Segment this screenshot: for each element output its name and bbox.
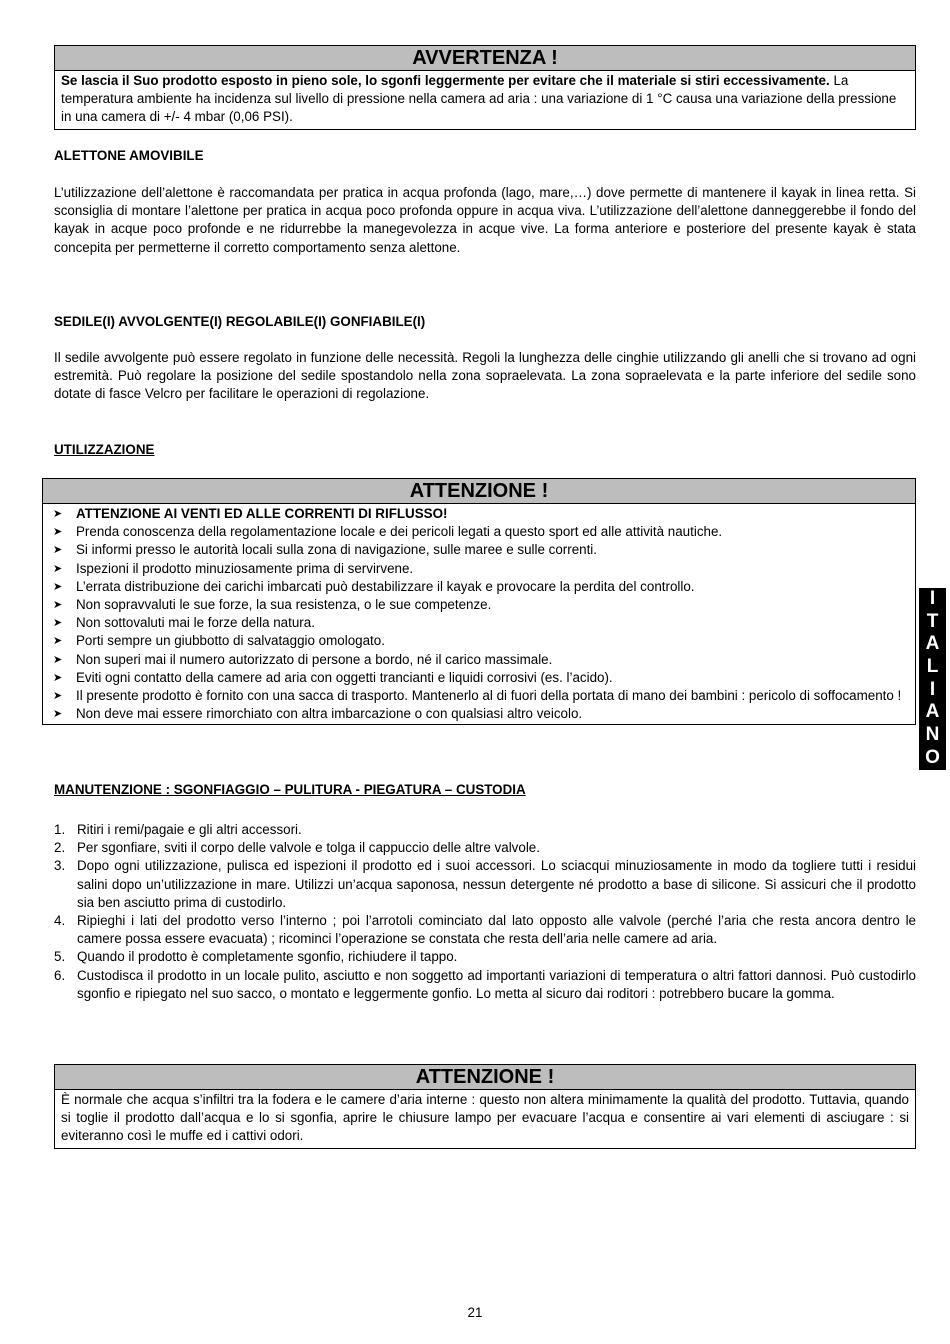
arrow-bullet-icon: ➤ xyxy=(53,635,63,648)
arrow-bullet-icon: ➤ xyxy=(53,708,63,721)
list-item: ➤ Ispezioni il prodotto minuziosamente prima di servirvene. xyxy=(53,560,907,578)
attention-box-maintenance-title: ATTENZIONE ! xyxy=(55,1065,915,1090)
list-item: ➤ Non sottovaluti mai le forze della natura. xyxy=(53,614,907,632)
maintenance-heading: MANUTENZIONE : SGONFIAGGIO – PULITURA - PIEGATURA – CUSTODIA xyxy=(54,782,526,797)
language-tab: I T A L I A N O xyxy=(919,588,946,770)
list-item: 2. Per sgonfiare, sviti il corpo delle valvole e tolga il cappuccio delle altre valvole. xyxy=(54,840,540,856)
seat-heading: SEDILE(I) AVVOLGENTE(I) REGOLABILE(I) GONFIABILE(I) xyxy=(54,314,426,329)
warning-box-body xyxy=(55,71,915,129)
fin-paragraph: L’utilizzazione dell’alettone è raccomandata per pratica in acqua profonda (lago, mare,…) dove permette di mantenere il kayak in linea retta. Si sconsiglia di montare l’alettone per pratica in acqua poco profonda oppure in acqua viva. L’utilizzazione dell’alettone danneggerebbe il fondo del kayak in acque poco profonde e ne ridurrebbe la manegevolezza in acque vive. La forma anteriore e posteriore del presente kayak è stata concepita per permetterne il corretto comportamento senza alettone. xyxy=(54,185,916,255)
list-item: 5. Quando il prodotto è completamente sgonfio, richiudere il tappo. xyxy=(54,949,458,965)
arrow-bullet-icon: ➤ xyxy=(53,653,63,666)
list-item: ➤ Prenda conoscenza della regolamentazione locale e dei pericoli legati a questo sport ed alle attività nautiche. xyxy=(53,523,907,541)
arrow-bullet-icon: ➤ xyxy=(53,544,63,557)
warning-bold-text: Se lascia il Suo prodotto esposto in pieno sole, lo sgonfi leggermente per evitare che il materiale si stiri eccessivamente. xyxy=(61,73,830,88)
list-item: ➤ Il presente prodotto è fornito con una sacca di trasporto. Mantenerlo al di fuori della portata di mano dei bambini : pericolo di soffocamento ! xyxy=(53,687,907,705)
list-item: ➤ ATTENZIONE AI VENTI ED ALLE CORRENTI DI RIFLUSSO! xyxy=(53,505,907,523)
attention-box-maintenance-body: È normale che acqua s’infiltri tra la fodera e le camere d’aria interne : questo non altera minimamente la qualità del prodotto. Tuttavia, quando si toglie il prodotto dall’acqua e lo si sgonfia, aprire le chiusure lampo per evacuare l’acqua e consentire ai vari elementi di asciugare : si eviteranno così le muffe ed i cattivi odori. xyxy=(61,1092,909,1144)
warning-text: La temperatura ambiente ha incidenza sul livello di pressione nella camera ad aria : una variazione di 1 °C causa una variazione della pressione in una camera di +/- 4 mbar (0,06 PSI). xyxy=(61,73,897,125)
usage-warnings-list xyxy=(43,504,915,724)
seat-paragraph: Il sedile avvolgente può essere regolato in funzione delle necessità. Regoli la lunghezza delle cinghie utilizzando gli anelli che si trovano ad ogni estremità. Può regolare la posizione del sedile spostandolo nella zona sopraelevata. La zona sopraelevata e la parte inferiore del sedile sono dotate di fasce Velcro per facilitare le operazioni di regolazione. xyxy=(54,350,916,402)
attention-box-usage-title: ATTENZIONE ! xyxy=(43,479,915,504)
attention-box-usage xyxy=(42,478,916,725)
arrow-bullet-icon: ➤ xyxy=(53,671,63,684)
arrow-bullet-icon: ➤ xyxy=(53,617,63,630)
arrow-bullet-icon: ➤ xyxy=(53,508,63,520)
arrow-bullet-icon: ➤ xyxy=(53,562,63,575)
page-number: 21 xyxy=(467,1305,483,1320)
list-item: ➤ Porti sempre un giubbotto di salvataggio omologato. xyxy=(53,632,907,650)
arrow-bullet-icon: ➤ xyxy=(53,580,63,593)
arrow-bullet-icon: ➤ xyxy=(53,690,63,703)
attention-box-maintenance xyxy=(54,1064,916,1149)
list-item: ➤ Non sopravvaluti le sue forze, la sua resistenza, o le sue competenze. xyxy=(53,596,907,614)
list-item: 3. Dopo ogni utilizzazione, pulisca ed ispezioni il prodotto ed i suoi accessori. Lo sciacqui minuziosamente in modo da togliere tutti i residui salini dopo un’utilizzazione in mare. Utilizzi un’acqua saponosa, nessun detergente né prodotto a base di silicone. Si assicuri che il prodotto sia ben asciutto prima di custodirlo. xyxy=(54,858,916,910)
list-item: 1. Ritiri i remi/pagaie e gli altri accessori. xyxy=(54,822,302,837)
arrow-bullet-icon: ➤ xyxy=(53,599,63,612)
list-item: 4. Ripieghi i lati del prodotto verso l’interno ; poi l’arrotoli cominciato dal lato opposto alle valvole (perché l’aria che resta ancora dentro le camere possa essere evacuata) ; ricominci l’operazione se constata che resta dell’aria nelle camere ad aria. xyxy=(54,913,916,947)
list-item: ➤ Non superi mai il numero autorizzato di persone a bordo, né il carico massimale. xyxy=(53,651,907,669)
list-item: ➤ Non deve mai essere rimorchiato con altra imbarcazione o con qualsiasi altro veicolo. xyxy=(53,705,907,723)
warning-box-title: AVVERTENZA ! xyxy=(55,46,915,71)
warning-box xyxy=(54,45,916,130)
usage-heading: UTILIZZAZIONE xyxy=(54,442,155,457)
list-item: ➤ Eviti ogni contatto della camere ad aria con oggetti trancianti e liquidi corrosivi (es. l’acido). xyxy=(53,669,907,687)
list-item: ➤ L’errata distribuzione dei carichi imbarcati può destabilizzare il kayak e provocare la perdita del controllo. xyxy=(53,578,907,596)
arrow-bullet-icon: ➤ xyxy=(53,526,63,539)
list-item: ➤ Si informi presso le autorità locali sulla zona di navigazione, sulle maree e sulle correnti. xyxy=(53,541,907,559)
fin-heading: ALETTONE AMOVIBILE xyxy=(54,148,204,163)
maintenance-steps xyxy=(54,821,916,1003)
list-item: 6. Custodisca il prodotto in un locale pulito, asciutto e non soggetto ad importanti variazioni di temperatura o altri fattori dannosi. Può custodirlo sgonfio e ripiegato nel suo sacco, o montato e leggermente gonfio. Lo metta al sicuro dai roditori : potrebbero bucare la gomma. xyxy=(54,967,916,1001)
